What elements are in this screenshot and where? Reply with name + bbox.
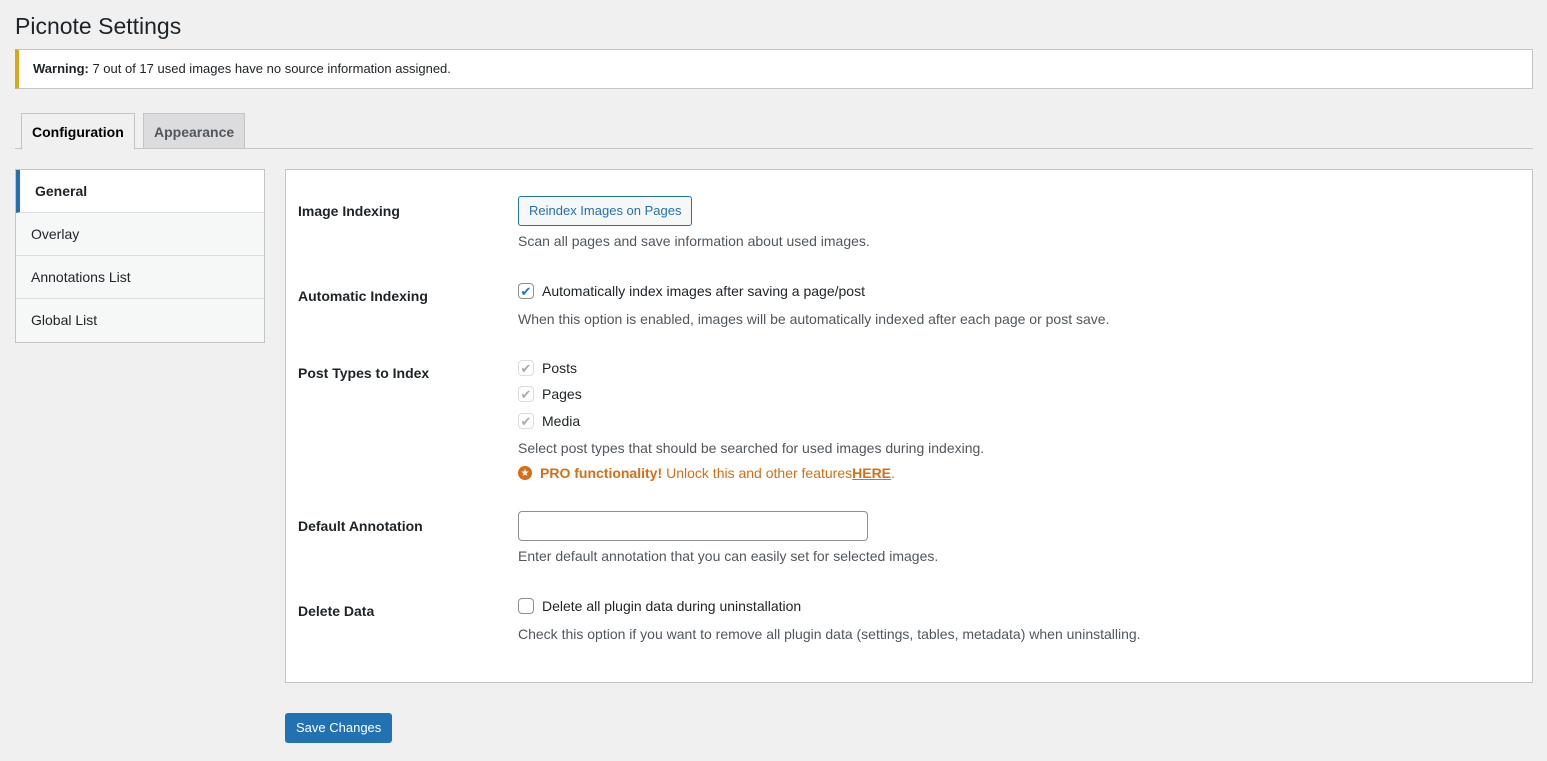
delete-data-label: Delete Data bbox=[298, 603, 375, 619]
default-annotation-description: Enter default annotation that you can easily set for selected images. bbox=[518, 548, 939, 564]
delete-data-description: Check this option if you want to remove all plugin data (settings, tables, metadata) when uninstalling. bbox=[518, 626, 1141, 642]
post-type-media-label: Media bbox=[542, 413, 581, 429]
pro-notice bbox=[518, 465, 895, 481]
pro-upgrade-link[interactable]: HERE bbox=[852, 465, 892, 481]
delete-data-option bbox=[518, 596, 801, 616]
check-icon: ✔ bbox=[520, 413, 532, 429]
post-type-pages-label: Pages bbox=[542, 386, 582, 402]
delete-data-checkbox[interactable] bbox=[518, 598, 534, 614]
notice-label: Warning: bbox=[33, 61, 89, 76]
notice-text: 7 out of 17 used images have no source information assigned. bbox=[88, 61, 451, 76]
post-types-description: Select post types that should be searched for used images during indexing. bbox=[518, 440, 985, 456]
check-icon: ✔ bbox=[520, 360, 532, 376]
automatic-indexing-checkbox-label[interactable]: Automatically index images after saving a page/post bbox=[542, 283, 865, 299]
post-types-label: Post Types to Index bbox=[298, 365, 430, 381]
pro-text: Unlock this and other features bbox=[666, 465, 853, 481]
automatic-indexing-description: When this option is enabled, images will be automatically indexed after each page or post save. bbox=[518, 311, 1110, 327]
save-changes-button[interactable]: Save Changes bbox=[285, 713, 392, 743]
post-type-posts-option bbox=[518, 358, 577, 378]
image-indexing-description: Scan all pages and save information about used images. bbox=[518, 233, 870, 249]
sidebar-item-global-list[interactable]: Global List bbox=[31, 312, 98, 328]
check-icon: ✔ bbox=[520, 386, 532, 402]
page-title: Picnote Settings bbox=[15, 13, 182, 39]
delete-data-checkbox-label[interactable]: Delete all plugin data during uninstallation bbox=[542, 598, 802, 614]
sidebar-item-overlay[interactable]: Overlay bbox=[16, 213, 264, 256]
default-annotation-input[interactable] bbox=[518, 511, 868, 541]
post-type-posts-label: Posts bbox=[542, 360, 578, 376]
check-icon: ✔ bbox=[520, 283, 532, 299]
tab-configuration[interactable]: Configuration bbox=[21, 113, 135, 150]
image-indexing-label: Image Indexing bbox=[298, 203, 400, 219]
sidebar-item-general[interactable]: General bbox=[16, 170, 264, 213]
tab-bar bbox=[15, 113, 1533, 149]
settings-sidebar bbox=[15, 169, 265, 343]
post-type-posts-checkbox[interactable] bbox=[518, 360, 534, 376]
pro-suffix: . bbox=[891, 465, 895, 481]
automatic-indexing-option bbox=[518, 281, 865, 301]
automatic-indexing-label: Automatic Indexing bbox=[298, 288, 428, 304]
automatic-indexing-checkbox[interactable] bbox=[518, 283, 534, 299]
post-type-pages-option bbox=[518, 384, 582, 404]
post-type-media-option bbox=[518, 411, 580, 431]
post-type-media-checkbox[interactable] bbox=[518, 413, 534, 429]
post-type-pages-checkbox[interactable] bbox=[518, 386, 534, 402]
tab-appearance[interactable]: Appearance bbox=[143, 113, 245, 149]
default-annotation-label: Default Annotation bbox=[298, 518, 423, 534]
settings-panel bbox=[285, 169, 1533, 683]
warning-notice bbox=[15, 49, 1533, 89]
pro-label: PRO functionality! bbox=[540, 465, 663, 481]
star-circle-icon: ★ bbox=[518, 466, 532, 480]
reindex-images-button[interactable]: Reindex Images on Pages bbox=[518, 196, 692, 226]
sidebar-item-annotations-list[interactable]: Annotations List bbox=[16, 256, 264, 299]
